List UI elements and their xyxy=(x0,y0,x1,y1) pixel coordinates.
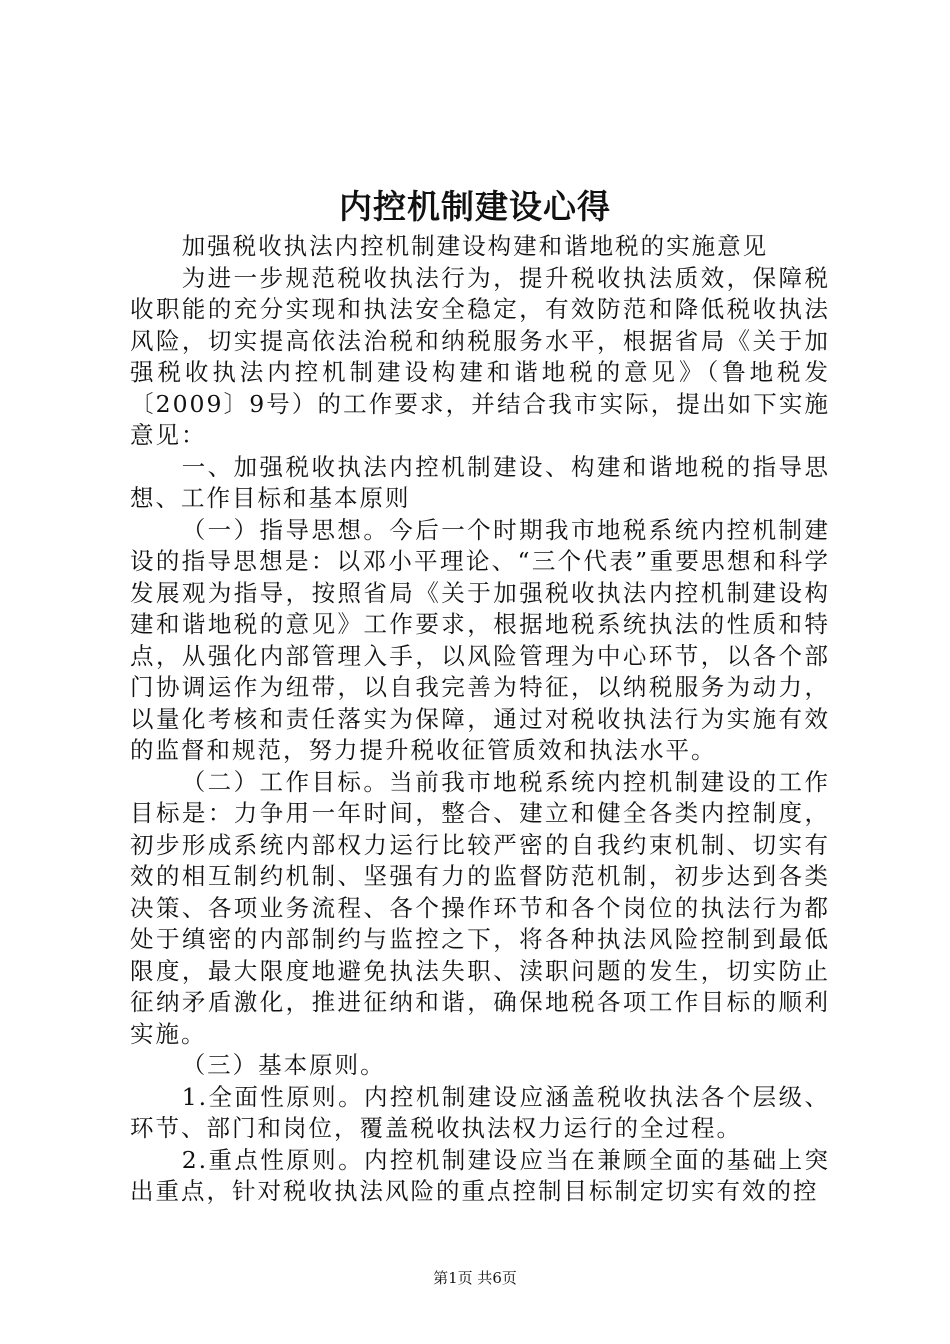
document-subtitle: 加强税收执法内控机制建设构建和谐地税的实施意见 xyxy=(181,232,769,260)
section-heading-1: 一、加强税收执法内控机制建设、构建和谐地税的指导思想、工作目标和基本原则 xyxy=(130,452,830,512)
paragraph-principle-focus: 2.重点性原则。内控机制建设应当在兼顾全面的基础上突出重点，针对税收执法风险的重点控制目标制定切实有效的控 xyxy=(130,1145,830,1205)
paragraph-work-objectives: （二）工作目标。当前我市地税系统内控机制建设的工作目标是：力争用一年时间，整合、建立和健全各类内控制度，初步形成系统内部权力运行比较严密的自我约束机制、切实有效的相互制约机制、坚强有力的监督防范机制，初步达到各类决策、各项业务流程、各个操作环节和各个岗位的执法行为都处于缜密的内部制约与监控之下，将各种执法风险控制到最低限度，最大限度地避免执法失职、渎职问题的发生，切实防止征纳矛盾激化，推进征纳和谐，确保地税各项工作目标的顺利实施。 xyxy=(130,767,830,1048)
paragraph-principle-comprehensive: 1.全面性原则。内控机制建设应涵盖税收执法各个层级、环节、部门和岗位，覆盖税收执法权力运行的全过程。 xyxy=(130,1082,830,1142)
paragraph-basic-principles-heading: （三）基本原则。 xyxy=(181,1051,386,1079)
page-footer: 第1页 共6页 xyxy=(433,1269,517,1287)
paragraph-guiding-ideology: （一）指导思想。今后一个时期我市地税系统内控机制建设的指导思想是：以邓小平理论、“三个代表”重要思想和科学发展观为指导，按照省局《关于加强税收执法内控机制建设构建和谐地税的意见》工作要求，根据地税系统执法的性质和特点，从强化内部管理入手，以风险管理为中心环节，以各个部门协调运作为纽带，以自我完善为特征，以纳税服务为动力，以量化考核和责任落实为保障，通过对税收执法行为实施有效的监督和规范，努力提升税收征管质效和执法水平。 xyxy=(130,515,830,764)
paragraph-intro: 为进一步规范税收执法行为，提升税收执法质效，保障税收职能的充分实现和执法安全稳定，有效防范和降低税收执法风险，切实提高依法治税和纳税服务水平，根据省局《关于加强税收执法内控机制建设构建和谐地税的意见》（鲁地税发〔2009〕9号）的工作要求，并结合我市实际，提出如下实施意见： xyxy=(130,263,830,449)
document-title: 内控机制建设心得 xyxy=(339,187,611,226)
document-body xyxy=(130,231,830,1208)
